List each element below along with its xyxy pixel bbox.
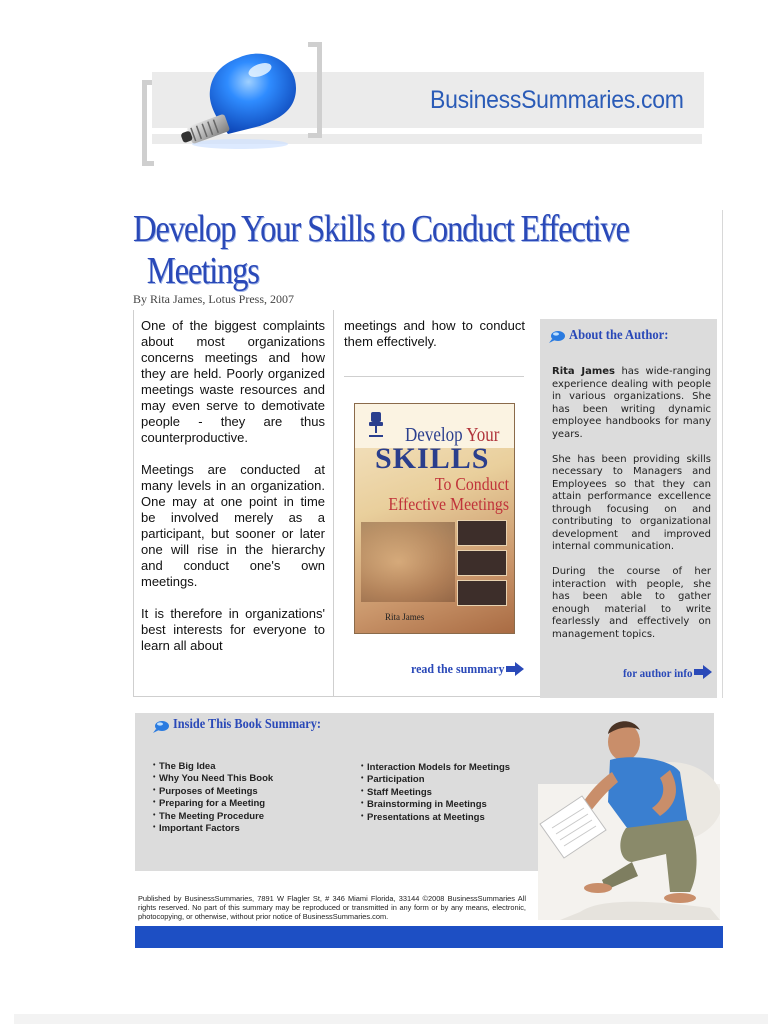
contents-item: • The Big Idea [153, 760, 273, 772]
contents-item: • Presentations at Meetings [361, 811, 510, 823]
column-divider [333, 310, 334, 696]
intro-column-2 [344, 318, 525, 350]
contents-list-left [153, 760, 273, 834]
cover-skills: SKILLS [375, 442, 490, 475]
cover-subtitle-line-1: To Conduct [434, 474, 509, 494]
contents-item: • Preparing for a Meeting [153, 797, 273, 809]
contents-item: • Interaction Models for Meetings [361, 761, 510, 773]
page-bottom-edge [14, 1014, 768, 1024]
arrow-right-icon[interactable] [506, 662, 524, 676]
cover-thumbnail [457, 580, 507, 606]
right-bracket [308, 42, 322, 138]
arrow-right-icon[interactable] [694, 665, 712, 679]
title-line-2: Meetings [146, 250, 259, 292]
book-cover-image [354, 403, 515, 634]
cover-author: Rita James [385, 612, 425, 622]
author-bio-text: has wide-ranging experience dealing with people in various organizations. She has been writing dynamic employee handbooks for many years. [552, 366, 711, 440]
speech-bubble-icon [152, 720, 170, 734]
intro-column-1 [141, 318, 325, 670]
speech-bubble-icon [548, 330, 566, 344]
footer-bar [135, 926, 723, 948]
cover-subtitle-line-2: Effective Meetings [388, 494, 509, 514]
cover-thumbnail [457, 520, 507, 546]
contents-item: • The Meeting Procedure [153, 810, 273, 822]
intro-paragraph: Meetings are conducted at many levels in an organization. One may at one point in time be involved merely as a participant, but sooner or later one will rise in the hierarchy and conduct one's own meetings. [141, 462, 325, 589]
man-reading-photo [520, 712, 720, 920]
contents-item: • Brainstorming in Meetings [361, 798, 510, 810]
cover-thumbnail [457, 550, 507, 576]
contents-item: • Participation [361, 773, 510, 785]
site-name[interactable]: BusinessSummaries.com [430, 86, 684, 114]
cover-your: Your [466, 424, 500, 446]
contents-item: • Why You Need This Book [153, 772, 273, 784]
author-heading: About the Author: [569, 328, 669, 343]
office-chair-icon [367, 412, 385, 438]
cover-photo [361, 522, 455, 602]
cover-develop: Develop [405, 424, 463, 446]
author-bio [552, 366, 711, 654]
cover-subtitle [381, 474, 509, 514]
page-title [133, 208, 640, 292]
contents-heading: Inside This Book Summary: [173, 717, 322, 732]
intro-paragraph: meetings and how to conduct them effectively. [344, 318, 525, 349]
contents-item: • Staff Meetings [361, 786, 510, 798]
column-rule [344, 376, 524, 377]
byline: By Rita James, Lotus Press, 2007 [133, 292, 294, 306]
intro-paragraph: It is therefore in organizations' best interests for everyone to learn all about [141, 606, 325, 653]
cover-thumbnails [457, 520, 509, 610]
contents-item: • Important Factors [153, 822, 273, 834]
author-bio-paragraph [552, 366, 711, 441]
contents-list-right [361, 761, 510, 823]
author-info-link[interactable]: for author info [623, 666, 693, 680]
author-bio-paragraph: During the course of her interaction with people, she has been able to gather enough material to write fearlessly and effectively on management topics. [552, 566, 711, 640]
lightbulb-icon [168, 40, 308, 152]
read-summary-link[interactable]: read the summary [411, 661, 505, 676]
author-name: Rita James [552, 366, 616, 377]
title-line-1: Develop Your Skills to Conduct Effective [133, 208, 629, 250]
author-bio-paragraph: She has been providing skills necessary to Managers and Employees so that they can attain performance excellence through focusing on and contributing to organizational development and improved internal communication. [552, 453, 711, 552]
contents-item: • Purposes of Meetings [153, 785, 273, 797]
intro-paragraph: One of the biggest complaints about most organizations concerns meetings and how they are held. Poorly organized meetings waste resources and may even serve to demotivate people - they are thus counterproductive. [141, 318, 325, 445]
copyright-notice: Published by BusinessSummaries, 7891 W Flagler St, # 346 Miami Florida, 33144 ©2008 BusinessSummaries All rights reserved. No part of this summary may be reproduced or transmitted in any form or by any means, electronic, photocopying, or otherwise, without prior notice of BusinessSummaries.com. [138, 894, 526, 921]
